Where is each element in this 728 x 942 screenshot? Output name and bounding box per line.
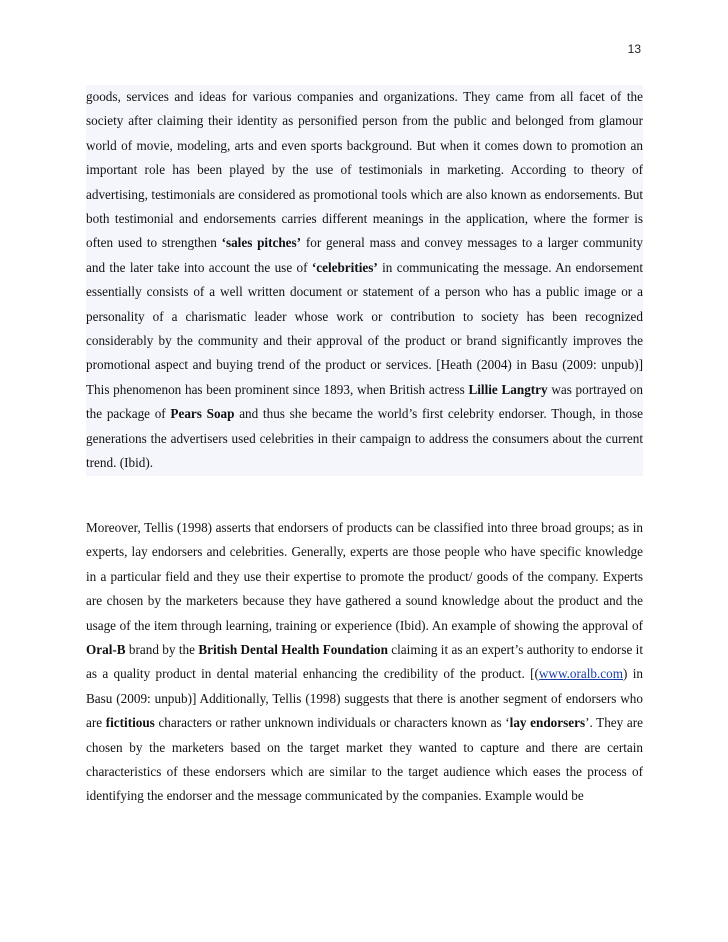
text-run: goods, services and ideas for various companies and organizations. They came from all facet of the society after claiming their identity as personified person from the public and belonged from glamour world of movie, modeling, arts and even sports background. But when it comes down to promotion an important role has been played by the use of testimonials in marketing. According to theory of advertising, testimonials are considered as promotional tools which are also known as endorsements. But both testimonial and endorsements carries different meanings in the application, where the former is often used to strengthen bbox=[86, 89, 643, 251]
text-run: was portrayed on the package of bbox=[86, 381, 643, 422]
bold-term-british-dental-health-foundation: British Dental Health Foundation bbox=[198, 642, 388, 658]
oralb-link[interactable]: www.oralb.com bbox=[538, 666, 623, 682]
paragraph-endorser-types bbox=[86, 516, 643, 809]
page-number: 13 bbox=[627, 42, 641, 56]
text-run: brand by the bbox=[125, 642, 199, 658]
bold-term-celebrities: ‘celebrities’ bbox=[311, 259, 378, 275]
text-run: for general mass and convey messages to a larger community and the later take into account the use of bbox=[86, 235, 643, 275]
bold-term-oral-b: Oral-B bbox=[86, 642, 126, 658]
text-run: claiming it as an expert’s authority to endorse it as a quality product in dental material enhancing the credibility of the product. [( bbox=[86, 642, 643, 682]
bold-term-lay-endorsers: lay endorsers bbox=[509, 715, 586, 731]
paragraph-text bbox=[86, 516, 643, 809]
text-run: Moreover, Tellis (1998) asserts that endorsers of products can be classified into three broad groups; as in experts, lay endorsers and celebrities. Generally, experts are those people who have specific knowledge in a particular field and they use their expertise to promote the product/ goods of the company. Experts are chosen by the marketers because they have gathered a sound knowledge about the product and the usage of the item through learning, training or experience (Ibid). An example of showing the approval of bbox=[86, 520, 643, 633]
paragraph-text bbox=[86, 85, 643, 476]
bold-term-lillie-langtry: Lillie Langtry bbox=[468, 381, 548, 397]
text-run: and thus she became the world’s first celebrity endorser. Though, in those generations the advertisers used celebrities in their campaign to address the consumers about the current trend. (Ibid). bbox=[86, 406, 644, 471]
paragraph-celebrity-endorsement bbox=[86, 85, 643, 476]
bold-term-pears-soap: Pears Soap bbox=[170, 406, 235, 422]
text-run: ) in Basu (2009: unpub)] Additionally, Tellis (1998) suggests that there is another segment of endorsers who are bbox=[86, 666, 643, 731]
text-run: characters or rather unknown individuals or characters known as ‘ bbox=[154, 715, 510, 731]
bold-term-sales-pitches: ‘sales pitches’ bbox=[221, 235, 302, 251]
text-run: ’. They are chosen by the marketers based on the target market they wanted to capture and there are certain characteristics of these endorsers which are similar to the target audience which eases the process of identifying the endorser and the message communicated by the companies. Example would be bbox=[86, 715, 643, 804]
bold-term-fictitious: fictitious bbox=[105, 715, 155, 731]
text-run: in communicating the message. An endorsement essentially consists of a well written document or statement of a person who has a public image or a personality of a charismatic leader whose work or contribution to society has been recognized considerably by the community and their approval of the product or brand significantly improves the promotional aspect and buying trend of the product or services. [Heath (2004) in Basu (2009: unpub)] This phenomenon has been prominent since 1893, when British actress bbox=[86, 259, 643, 397]
